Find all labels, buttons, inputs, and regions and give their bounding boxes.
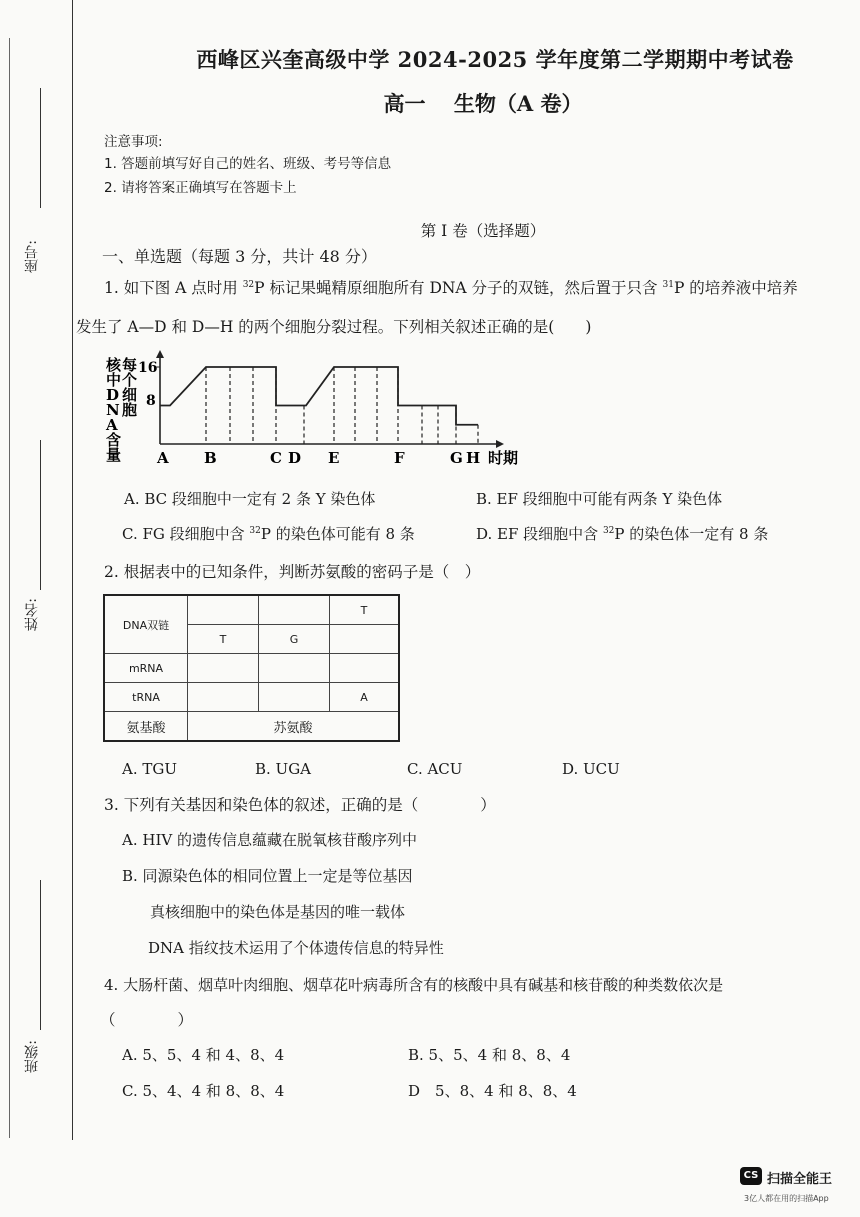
cell-dna-top: T — [330, 595, 400, 625]
chart-x-label-e: E — [328, 449, 340, 467]
q4-option-c: C. 5、4、4 和 8、8、4 — [122, 1082, 285, 1100]
margin-outer-line — [9, 38, 10, 1138]
q4-blank: （ ） — [100, 1011, 194, 1029]
chart-x-label-b: B — [204, 449, 217, 467]
exam-subtitle: 高一 生物（A 卷） — [383, 91, 583, 116]
cell-row-label: 氨基酸 — [104, 712, 188, 742]
q2-option-b: B. UGA — [255, 760, 312, 778]
chart-x-label-g: G — [450, 449, 463, 467]
note-item: 2. 请将答案正确填写在答题卡上 — [104, 180, 297, 196]
chart-x-label-c: C — [270, 449, 282, 467]
note-item: 1. 答题前填写好自己的姓名、班级、考号等信息 — [104, 156, 392, 172]
q1-option-d: D. EF 段细胞中含 $^{32}$P 的染色体一定有 8 条 — [476, 525, 769, 543]
chart-x-label-a: A — [157, 449, 169, 467]
q3-stem: 3. 下列有关基因和染色体的叙述，正确的是（ ） — [104, 796, 496, 814]
cell-mrna — [188, 654, 259, 683]
name-label: 姓名: — [24, 598, 40, 631]
q1-option-a: A. BC 段细胞中一定有 2 条 Y 染色体 — [124, 490, 376, 508]
cell-trna — [188, 683, 259, 712]
chart-x-label-d: D — [288, 449, 302, 467]
cell-trna — [259, 683, 330, 712]
chart-series-line — [160, 367, 478, 425]
cell-dna-bottom: G — [259, 625, 330, 654]
q2-option-a: A. TGU — [122, 760, 177, 778]
dna-content-chart — [100, 348, 530, 470]
q3-option-b: B. 同源染色体的相同位置上一定是等位基因 — [122, 867, 413, 885]
cell-row-label: tRNA — [104, 683, 188, 712]
q4-option-a: A. 5、5、4 和 4、8、4 — [122, 1046, 285, 1064]
class-label: 班级: — [24, 1040, 40, 1073]
chart-y-tick-16: 16 — [138, 360, 158, 376]
q4-stem: 4. 大肠杆菌、烟草叶肉细胞、烟草花叶病毒所含有的核酸中具有碱基和核苷酸的种类数依次是 — [104, 976, 724, 994]
q4-option-d: D 5、8、4 和 8、8、4 — [408, 1082, 577, 1100]
cell-row-label: DNA双链 — [104, 595, 188, 654]
q1-option-c: C. FG 段细胞中含 $^{32}$P 的染色体可能有 8 条 — [122, 525, 415, 543]
q1-option-b: B. EF 段细胞中可能有两条 Y 染色体 — [476, 490, 723, 508]
chart-y-tick-8: 8 — [146, 393, 156, 409]
chart-xlabel: 时期 — [488, 449, 519, 467]
chart-x-label-f: F — [394, 449, 405, 467]
cell-dna-top — [259, 595, 330, 625]
cell-dna-top — [188, 595, 259, 625]
q2-stem: 2. 根据表中的已知条件，判断苏氨酸的密码子是（ ） — [104, 563, 481, 581]
q4-option-b: B. 5、5、4 和 8、8、4 — [408, 1046, 571, 1064]
section-title: 第 I 卷（选择题） — [420, 222, 546, 240]
q2-option-c: C. ACU — [407, 760, 463, 778]
cell-dna-bottom: T — [188, 625, 259, 654]
cell-dna-bottom — [330, 625, 400, 654]
chart-x-label-h: H — [466, 449, 481, 467]
name-underline — [40, 440, 41, 590]
cs-logo-icon: CS — [740, 1167, 762, 1185]
class-underline — [40, 880, 41, 1030]
cell-row-label: mRNA — [104, 654, 188, 683]
q3-option-a: A. HIV 的遗传信息蕴藏在脱氧核苷酸序列中 — [122, 831, 417, 849]
cell-trna: A — [330, 683, 400, 712]
codon-table — [103, 594, 400, 742]
q2-option-d: D. UCU — [562, 760, 620, 778]
margin-binding-line — [72, 0, 73, 1140]
cell-mrna — [330, 654, 400, 683]
q1-stem-line1: 1. 如下图 A 点时用 $^{32}$P 标记果蝇精原细胞所有 DNA 分子的双链，然后置于只含 $^{31}$P 的培养液中培养 — [104, 279, 798, 297]
seat-label: 座号: — [24, 240, 40, 273]
q3-option-d: DNA 指纹技术运用了个体遗传信息的特异性 — [148, 939, 444, 957]
chart-x-arrow — [496, 440, 504, 448]
chart-y-arrow — [156, 350, 164, 358]
brand-tagline: 3亿人都在用的扫描App — [744, 1194, 829, 1203]
cell-mrna — [259, 654, 330, 683]
notes-heading: 注意事项: — [104, 134, 163, 150]
part-heading: 一、单选题（每题 3 分，共计 48 分） — [102, 247, 377, 266]
chart-ylabel: 每个细胞核中 D N A 含量 — [106, 356, 138, 464]
q1-stem-line2: 发生了 A—D 和 D—H 的两个细胞分裂过程。下列相关叙述正确的是( ) — [76, 318, 592, 336]
brand-name: 扫描全能王 — [767, 1172, 833, 1187]
q3-option-c: 真核细胞中的染色体是基因的唯一载体 — [150, 903, 406, 921]
cell-amino-acid: 苏氨酸 — [188, 712, 400, 742]
exam-title: 西峰区兴奎高级中学 2024-2025 学年度第二学期期中考试卷 — [196, 47, 794, 72]
